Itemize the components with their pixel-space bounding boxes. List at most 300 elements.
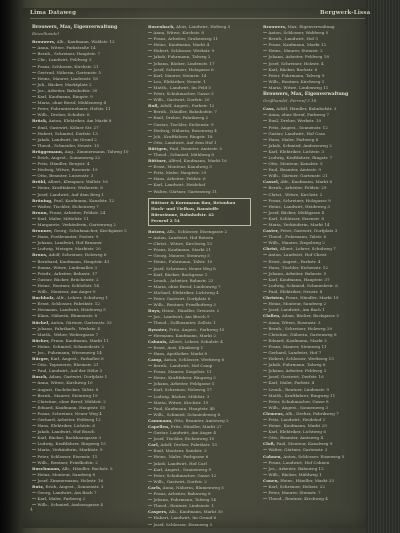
entry-details: Karl, Maler, Mittelstr. 11 [36, 215, 89, 221]
entry-details: Emil, Gastwirt, Kölner Str. 27 [36, 124, 99, 130]
entry-surname: Christen, [263, 295, 285, 301]
entry-surname: Busenbach, [148, 24, 175, 29]
entry-surname: — [32, 331, 37, 337]
entry-details: Friedr., Arbeiter, Bahnstr. 17 [36, 270, 98, 276]
entry-surname: — [32, 130, 37, 136]
entry-surname: — [148, 164, 153, 170]
entry-surname: — [263, 490, 268, 496]
entry-details: Bernh., Schreiner, Holzweg 20 [267, 325, 333, 331]
entry-surname: — [148, 109, 153, 115]
entry-details: Karl, Schlosser, Eisenstr. 8 [267, 215, 324, 221]
entry-surname: Cassel, [263, 179, 280, 185]
entry-surname: — [263, 222, 268, 227]
entry-surname: — [148, 66, 153, 72]
entry-details: Christ., Witwe, Kirchstr. 2 [267, 191, 323, 197]
entry-surname: — [263, 124, 268, 130]
entry-surname: — [148, 235, 153, 241]
entry-surname: — [32, 124, 37, 130]
entry-details: Johann, Fuhrmann, Talweg 14 [152, 497, 216, 503]
entry-details: Josef, Schreiner, Neuer Weg 8 [152, 265, 216, 271]
entry-surname: — [263, 307, 268, 313]
entry-surname: — [263, 496, 268, 502]
entry-details: Maria, Verkäuferin, Markt 14 [267, 222, 330, 227]
entry-details: Bernh., Maurer, Steinweg 19 [36, 392, 98, 398]
entry-details: Johann, Arbeiter, Feldweg 2 [267, 368, 327, 374]
entry-details: Joh., Bäcker, Marktplatz 2 [36, 81, 92, 87]
entry-surname: Caspers, [148, 509, 168, 515]
entry-details: Karl, Maurer, Steinstr. 14 [152, 72, 207, 78]
entry-details: Franz, Schlosser, Kirchstr. 21 [36, 63, 99, 69]
entry-details: Jos., Arbeiter, Bahnhofstr. 30 [36, 87, 98, 93]
running-header-left: Lima Dataweg [30, 10, 77, 16]
entry-details: Heinz, Monteur, Sandweg 2 [267, 301, 327, 307]
entry-surname: — [148, 375, 153, 381]
entry-details: Jakob, Fuhrmann, Talweg 6 [267, 362, 326, 368]
entry-details: Wilh., Monteur, Am Anger 9 [36, 289, 96, 295]
entry-surname: — [263, 343, 268, 349]
entry-surname: — [32, 276, 37, 282]
entry-surname: — [263, 264, 268, 270]
entry-surname: — [32, 289, 37, 295]
entry-surname: Brunner, [32, 228, 53, 234]
entry-surname: — [148, 387, 153, 393]
entry-details: Johann, Bäcker, Lindenstr. 17 [152, 60, 215, 66]
entry-surname: — [32, 417, 37, 422]
entry-surname: — [32, 69, 37, 75]
entry-details: Matth., Landwirt, Im Feld 5 [152, 84, 211, 90]
entry-details: Gerhard, Arbeiter, Feldweg 12 [36, 417, 101, 422]
entry-details: Wilh., Bäcker, Mühlweg 1 [267, 471, 322, 477]
entry-surname: — [148, 381, 153, 387]
entry-surname: — [263, 325, 268, 331]
entry-details: Chr., Landwirt, Feldweg 3 [36, 57, 92, 63]
entry-surname: — [148, 72, 153, 78]
entry-surname: — [263, 203, 268, 209]
entry-surname: — [263, 142, 268, 148]
entry-surname: — [263, 148, 268, 154]
entry-details: Alfr., Lehrer, Schulweg 1 [54, 295, 108, 301]
entry-surname: — [32, 477, 37, 483]
entry-details: Heinz, Kraftfahrer, Ringweg 2 [152, 375, 216, 381]
entry-surname: — [32, 222, 37, 227]
entry-surname: — [263, 234, 268, 240]
entry-details: Georg, Landwirt, Am Bach 7 [36, 490, 97, 496]
entry-details: Anton, Schlosser, Waldweg 5 [267, 30, 329, 36]
entry-details: Klara, Näherin, Blumenstr. 8 [36, 313, 98, 319]
entry-surname: Carl, [148, 442, 160, 448]
entry-details: Emil, Dreher, Werkstr. 10 [267, 118, 322, 124]
entry-details: Josef, Schlosser, Eisenweg 3 [152, 521, 213, 527]
entry-surname: — [32, 490, 37, 496]
entry-details: Johann, Arbeiter, Feldgasse 5 [152, 381, 215, 387]
entry-surname: — [32, 380, 37, 386]
entry-details: Georg, Maurer, Steinweg 5 [152, 253, 210, 259]
entry-details: Gertrud, Näherin, Gartenstr. 5 [36, 69, 101, 75]
entry-details: Wilh., Dreher, Schulstr. 6 [36, 112, 90, 118]
entry-details: Jos., Arbeiter, Bahnweg 12 [267, 465, 324, 471]
entry-details: Wilh., Schmied, Schmiedeweg 8 [152, 411, 221, 417]
entry-surname: — [263, 404, 268, 410]
entry-details: Hubert, Landwirt, Im Grund 6 [152, 515, 217, 521]
column-3 [263, 24, 366, 502]
entry-details: Maria, ohne Beruf, Mühlenweg 4 [36, 100, 107, 106]
entry-details: Anton, Landwirt, Hof Butzen [152, 235, 214, 241]
entry-details: Otto, Tapezierer, Rheinstr. 21 [36, 362, 99, 368]
entry-surname: Bürger, [32, 356, 50, 362]
entry-details: Hans, Maler, Farbweg 8 [267, 136, 319, 142]
entry-surname: — [32, 94, 37, 100]
entry-surname: Clemens, [263, 410, 285, 416]
entry-details: Karl, Elektriker, Lichtweg 6 [267, 429, 326, 435]
entry-surname: Butzen, [148, 229, 166, 234]
entry-details: Heinr., Händler, Grenzstr. 2 [160, 308, 220, 314]
entry-surname: — [32, 63, 37, 69]
entry-details: Maria, ohne Beruf, Lindenweg 7 [152, 283, 221, 289]
entry-details: Paul, Elektriker, Neustr. 8 [267, 289, 323, 295]
entry-details: Fritz, Angest., Sonnenstr. 12 [267, 124, 328, 130]
entry-details: Heinr., Maler, Farbgasse 6 [152, 454, 209, 460]
entry-surname: — [263, 331, 268, 337]
entry-details: Anton, Landwirt, Hof Christ [267, 252, 327, 258]
entry-details: Wilh., Angest., Sonnenweg 3 [267, 404, 329, 410]
entry-details: Otto, Landwirt, Auf dem Hof 1 [152, 139, 217, 145]
entry-details: Emil, Dreher, Fabrikweg 2 [152, 115, 209, 121]
entry-surname: — [263, 459, 268, 465]
directory-entry [263, 85, 366, 91]
entry-surname: Camp, [148, 356, 163, 362]
entry-details: Karl, Maler, Farbweg 2 [36, 496, 86, 502]
entry-surname: — [148, 259, 153, 265]
entry-details: Johann, Arbeiter, Bahnstr. 5 [267, 270, 327, 276]
entry-surname: — [263, 252, 268, 258]
entry-surname: — [148, 521, 153, 527]
entry-details: Adolf, Händler, Bahnhofstr. 3 [274, 106, 337, 112]
entry-surname: Busch, [32, 374, 48, 380]
entry-details: Otto, Beamter, Amtsweg 4 [267, 435, 324, 441]
entry-details: Margarete, Verkäuferin, Gartenweg 2 [36, 222, 116, 227]
entry-details: Maria, Witwe, Lindenweg 11 [267, 84, 329, 90]
entry-details: Ernst, Angest., Parkstr. 4 [267, 258, 321, 264]
entry-surname: Brück, [32, 118, 48, 124]
entry-surname: Cloß, [263, 441, 276, 447]
entry-details: Hans, Postbeamter, Poststr. 9 [36, 234, 99, 240]
entry-surname: Buß, [148, 103, 159, 109]
entry-details: Jakob, Landwirt, Hof Carl [152, 460, 207, 466]
entry-details: Albert, Lehrer, Schulstr. 4 [167, 338, 223, 344]
entry-details: Karl, Bäcker, Backstr. 6 [267, 66, 318, 72]
entry-surname: — [148, 91, 153, 97]
entry-details: Karl, Landwirt, Heidehof [152, 182, 206, 188]
entry-surname: — [32, 349, 37, 355]
entry-surname: — [148, 115, 153, 121]
entry-surname: — [32, 398, 37, 404]
entry-surname: — [263, 191, 268, 197]
entry-details: Ernst, Arzt, Klinikweg 1 [152, 344, 204, 350]
entry-details: Karl, Bäcker, Backhausgasse 3 [36, 435, 102, 441]
entry-details: Alb., Schlosser, Eisengasse 2 [165, 229, 228, 234]
entry-details: Ludwig, Metzger, Marktstr. 20 [36, 246, 101, 252]
entry-surname: — [32, 307, 37, 313]
entry-details: Heinr., Fuhrmann, Talstr. 10 [152, 259, 213, 265]
entry-surname: — [148, 430, 153, 436]
entry-surname: — [32, 203, 37, 209]
entry-details: Anna, Witwe, Kirchweg 10 [36, 380, 93, 386]
entry-details: Josef, Bäcker, Mühlgasse 4 [267, 209, 325, 215]
entry-details: Paul, Beamter, Amtsstr. 9 [267, 167, 321, 173]
entry-surname: — [148, 460, 153, 466]
entry-surname: — [32, 258, 37, 264]
entry-surname: — [148, 241, 153, 247]
entry-surname: — [32, 142, 37, 148]
entry-surname: — [263, 398, 268, 404]
entry-details: Alois, Landwirt, Hofweg 3 [174, 24, 231, 29]
entry-surname: — [263, 386, 268, 392]
entry-surname: Cabanis, [148, 338, 168, 344]
entry-details: Peter, Schuhmacher, Gasse 8 [267, 398, 329, 404]
entry-surname: — [148, 151, 153, 157]
entry-surname: — [148, 30, 153, 36]
entry-details: Jakob, Landwirt, Hof Busch [36, 429, 95, 435]
entry-surname: — [32, 264, 37, 270]
entry-surname: — [32, 386, 37, 392]
entry-details: Gustav, Landwirt, Am Anger 4 [152, 430, 216, 436]
entry-surname: — [32, 75, 37, 81]
entry-details: Heinr., Kaufmann, Markt 25 [267, 423, 327, 429]
entry-details: Paul, Monteur, Kanalweg 9 [275, 441, 333, 447]
entry-details: Hubert, Schlosser, Werkstr. 9 [152, 48, 215, 54]
entry-details: Theod., Rentner, Kirchweg 4 [267, 496, 328, 502]
entry-details: Anna, ohne Beruf, Parkweg 7 [267, 112, 330, 118]
entry-details: Jakob, Landwirt, Im Grund 2 [36, 136, 97, 142]
entry-surname: — [148, 182, 153, 188]
entry-surname: — [32, 246, 37, 252]
entry-surname: — [148, 97, 153, 103]
entry-details: Max, Eigenverwaltung [286, 24, 335, 29]
entry-details: Hermann, Landwirt, Heideweg 5 [36, 307, 106, 313]
entry-surname: — [263, 173, 268, 179]
entry-surname: — [263, 471, 268, 477]
entry-surname: — [32, 215, 37, 221]
entry-details: Walter, Gärtner, Gartenweg 11 [152, 188, 218, 194]
entry-details: Ludwig, Bäcker, Mühlstr. 3 [152, 393, 210, 399]
entry-surname: — [32, 313, 37, 319]
entry-surname: — [32, 234, 37, 240]
entry-details: Eduard, Kaufmann, Markt 3 [267, 337, 327, 343]
entry-surname: — [148, 84, 153, 90]
entry-surname: Conen, [263, 477, 279, 483]
entry-surname: — [148, 369, 153, 375]
entry-surname: — [148, 503, 153, 509]
entry-surname: — [263, 36, 268, 42]
entry-surname: — [263, 362, 268, 368]
entry-details: Heinr., Kaufmann, Markt 4 [152, 42, 210, 48]
entry-details: Ludwig, Schmied, Schmiedestr. 6 [267, 282, 338, 288]
entry-details: Johann, Fabrikarb., Werkstr. 4 [36, 325, 100, 331]
entry-details: Walter, Gärtner, Gartenstr. 2 [267, 447, 328, 453]
entry-details: Bernhard, Kaufmann, Hauptstr. 41 [36, 258, 110, 264]
entry-details: Albert, Klempner, Wallstr. 16 [46, 179, 108, 185]
entry-details: Eduard, Kaufmann, Hauptstr. 55 [36, 404, 106, 410]
entry-surname: — [148, 393, 153, 399]
entry-surname: — [148, 133, 153, 139]
entry-surname: — [148, 170, 153, 176]
entry-details: Karl, Kaufmann, Hauptstr. 37 [267, 276, 330, 282]
entry-details: Heinr., Händler, Markt 33 [278, 477, 334, 483]
entry-surname: — [263, 66, 268, 72]
entry-surname: — [263, 240, 268, 246]
entry-surname: Carls, [148, 484, 162, 490]
entry-details: Jakob, Fuhrmann, Talweg 2 [152, 54, 211, 60]
entry-surname: — [32, 270, 37, 276]
entry-details: Erich, Angest., Sonnenstr. 3 [44, 484, 104, 490]
entry-details: Franz, Arbeiter, Bahnweg 8 [152, 491, 211, 497]
entry-surname: — [263, 118, 268, 124]
entry-surname: — [263, 197, 268, 203]
entry-details: Hedwig, Witwe, Rosenstr. 19 [36, 167, 98, 173]
entry-details: Matth., Kraftfahrer, Ringweg 11 [267, 392, 336, 398]
entry-details: Joh., Kraftfahrer, Ringstr. 18 [152, 133, 213, 139]
section-subheading: Großhandel, Fernruf 3 18 [263, 98, 317, 104]
entry-details: Alb., Dreher, Fabrikweg 7 [284, 410, 339, 416]
entry-surname: — [32, 410, 37, 416]
entry-surname: — [148, 344, 153, 350]
entry-details: Bernh., Landwirt, Hof Camp [152, 363, 213, 369]
entry-surname: Christ, [263, 246, 279, 252]
entry-surname: Butz, [32, 484, 45, 490]
entry-details: Fritz, Händler, Markt 27 [169, 424, 222, 429]
entry-details: Franz, Schreiner, Holzgasse 9 [267, 197, 331, 203]
entry-details: Heinr., Schmied, Schmiedestr. 2 [36, 343, 105, 349]
entry-details: Adolf, Angest., Parkstr. 12 [158, 103, 215, 109]
entry-details: Leo, Elektriker, Neustr. 1 [152, 78, 206, 84]
entry-surname: — [148, 472, 153, 478]
entry-details: Gerhard, Landwirt, Hof 7 [267, 349, 322, 355]
entry-details: Franz, Händler, Markt 19 [284, 295, 339, 301]
entry-details: Karl, Schreiner, Holzweg 17 [152, 387, 212, 393]
entry-details: Alb., Händler, Bachstr. 5 [60, 465, 113, 471]
entry-surname: Büchel, [32, 319, 50, 325]
entry-details: Wilh., Gastwirt, Dorfstr. 20 [152, 97, 210, 103]
entry-details: Paul, Kaufmann, Hauptstr. 48 [152, 405, 215, 411]
entry-surname: — [263, 423, 268, 429]
entry-details: Christine, ohne Beruf, Mühlstr. 2 [36, 398, 106, 404]
entry-details: Peter, Fuhrunternehmer, Hofstr. 11 [36, 106, 111, 112]
entry-details: Hans, Arbeiter, Feldstr. 6 [152, 176, 206, 182]
entry-surname: — [263, 417, 268, 422]
entry-surname: Brouwers, [32, 39, 56, 45]
entry-surname: — [148, 283, 153, 289]
entry-surname: — [32, 51, 37, 57]
entry-details: Gustav, Tischler, Eichenstr. 9 [152, 121, 214, 127]
entry-details: Ernst, Schlosser, Fabrikstr. 12 [36, 301, 101, 307]
entry-surname: — [263, 112, 268, 118]
entry-details: Hans, Elektriker, Lichtstr. 6 [36, 423, 95, 429]
entry-surname: — [32, 502, 37, 508]
entry-details: Wilh., Schmied, Ambossgasse 4 [36, 502, 103, 508]
entry-details: Franz, Arbeiter, Grubenweg 11 [152, 36, 219, 42]
entry-surname: — [148, 121, 153, 127]
entry-surname: Buyx, [148, 308, 161, 314]
entry-surname: — [263, 167, 268, 173]
entry-surname: — [148, 265, 153, 271]
directory-entry [148, 189, 251, 195]
entry-details: Peter, Fuhrmann, Talweg 9 [267, 72, 325, 78]
entry-details: Karl, Angest., Parkallee 6 [49, 356, 104, 362]
entry-surname: — [32, 106, 37, 112]
entry-details: Hans, Apotheker, Markt 8 [152, 350, 208, 356]
entry-details: Ludwig, Kraftfahrer, Ringstr. 7 [267, 154, 333, 160]
entry-surname: — [263, 356, 268, 362]
entry-surname: — [148, 60, 153, 66]
entry-surname: — [263, 435, 268, 441]
entry-details: Matth., Weber, Webergasse 7 [36, 331, 99, 337]
entry-surname: — [263, 301, 268, 307]
entry-details: Karl, Bäcker, Backgasse 1 [152, 271, 208, 277]
entry-details: Emil, Monteur, Sandstr. 3 [152, 448, 207, 454]
entry-surname: Bücker, [32, 337, 50, 343]
entry-details: Paul, Landwirt, Auf der Höhe 3 [36, 368, 103, 374]
entry-details: Josef, Tischler, Eichenweg 10 [152, 436, 215, 442]
entry-surname: — [263, 349, 268, 355]
entry-surname: — [148, 497, 153, 503]
entry-surname: — [32, 447, 37, 453]
entry-surname: — [148, 350, 153, 356]
section-heading: Brouwers, Max, Eigenverwaltung [263, 92, 349, 98]
entry-details: Alfred, Kaufmann, Markt 16 [167, 158, 227, 164]
entry-surname: — [148, 247, 153, 253]
running-header-right: Bergwerk-Lissa [320, 10, 371, 16]
entry-details: Fritz, Angest., Parkweg 15 [167, 326, 225, 332]
entry-surname: — [148, 411, 153, 417]
header-rule [30, 18, 365, 19]
entry-surname: — [263, 337, 268, 343]
entry-details: Gustav, Bäcker, Brückenstr. 2 [36, 276, 99, 282]
entry-details: Franz, Schreiner, Neuer Weg 4 [36, 410, 102, 416]
entry-details: Gustav, Landwirt, Hof Cass [267, 130, 325, 136]
section-subheading: Einzelhandel [32, 31, 59, 37]
entry-details: Hubert, Schlosser, Werkweg 13 [267, 356, 334, 362]
entry-details: Ernst, Monteur, Kanalweg 3 [152, 164, 212, 170]
entry-details: Franz, Kaufmann, Markt 21 [152, 247, 212, 253]
entry-details: Heinr., Maurer, Steinstr. 2 [267, 48, 323, 54]
entry-surname: — [148, 448, 153, 454]
entry-details: Josef, Landwirt, Auf dem Berg 1 [36, 191, 104, 197]
entry-details: Josef, Schreiner, Holzgasse 6 [152, 66, 214, 72]
entry-surname: — [263, 374, 268, 380]
entry-surname: Brüggemann, [32, 148, 64, 154]
entry-surname: — [148, 42, 153, 48]
entry-surname: — [148, 48, 153, 54]
entry-surname: — [148, 289, 153, 295]
entry-surname: — [148, 320, 153, 326]
entry-details: Anna, Witwe, Rosenstr. 3 [267, 319, 321, 325]
entry-details: Peter, Maurer, Steinstr. 7 [267, 490, 321, 496]
entry-details: Fritz, Landwirt, Heidehof 2 [267, 417, 326, 422]
entry-details: Karl, Schreiner, Holzstr. 22 [267, 484, 325, 490]
entry-surname: — [263, 282, 268, 288]
entry-details: Franz, Kaufmann, Markt 12 [267, 42, 327, 48]
entry-surname: — [148, 139, 153, 145]
entry-details: Alfr., Kaufmann, Markt 6 [279, 179, 333, 185]
entry-details: Theod., Rentner, Lindenstr. 1 [152, 503, 214, 509]
entry-surname: — [148, 405, 153, 411]
advertisement-box [148, 198, 251, 226]
entry-details: Karl, Angest., Sonnenweg 9 [152, 466, 212, 472]
entry-details: Josef, Schreiner, Holzstr. 4 [267, 60, 324, 66]
entry-surname: — [32, 57, 37, 63]
entry-surname: — [148, 188, 153, 194]
entry-surname: — [32, 459, 37, 465]
